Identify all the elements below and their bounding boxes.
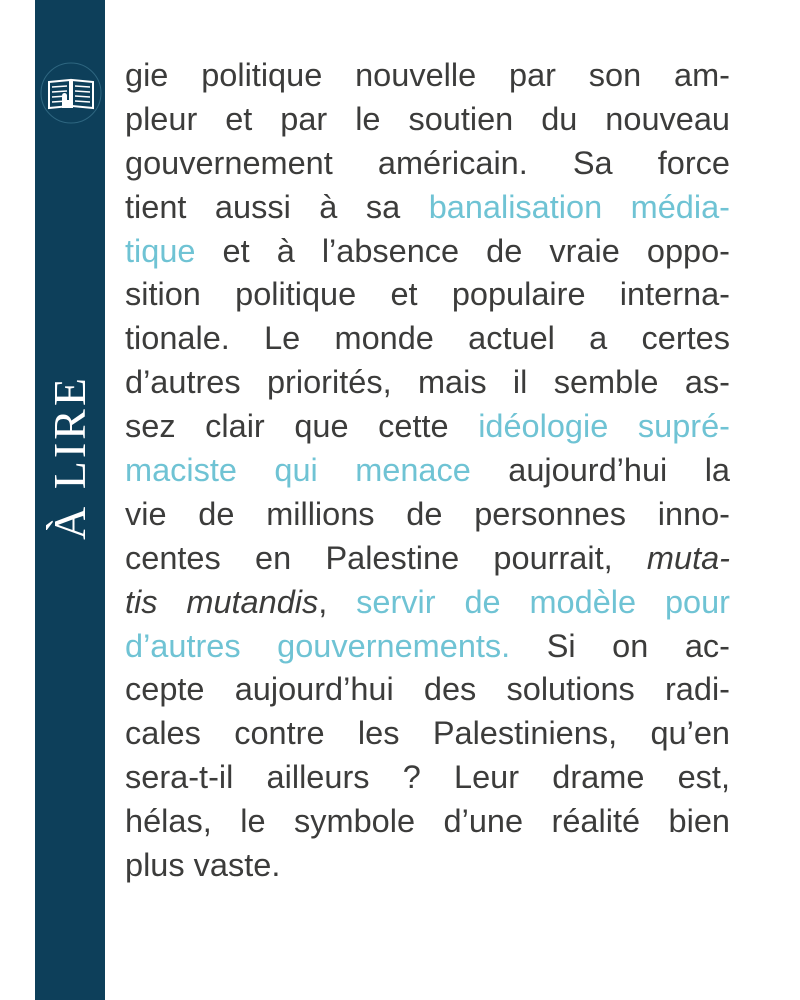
text-line: sez clair que cette idéologie supré- xyxy=(125,408,731,445)
text-line: hélas, le symbole d’une réalité bien xyxy=(125,803,730,840)
highlight-phrase: tique xyxy=(125,232,196,269)
highlight-phrase: idéologie supré- xyxy=(478,408,731,445)
highlight-phrase: maciste qui menace xyxy=(125,452,471,489)
text-line: maciste qui menace aujourd’hui la xyxy=(125,452,730,489)
text-line: gouvernement américain. Sa force xyxy=(125,144,730,181)
text-line: gie politique nouvelle par son am- xyxy=(125,57,730,93)
highlight-phrase: servir de modèle pour xyxy=(356,583,730,620)
text-line: centes en Palestine pourrait, muta- xyxy=(125,539,730,576)
text-line: d’autres priorités, mais il semble as- xyxy=(125,364,730,401)
text-line: tique et à l’absence de vraie oppo- xyxy=(125,232,730,269)
text-line: vie de millions de personnes inno- xyxy=(125,495,730,532)
book-icon xyxy=(40,62,102,124)
highlight-phrase: d’autres gouvernements. xyxy=(125,627,511,664)
article-body xyxy=(125,54,730,888)
text-line: tionale. Le monde actuel a certes xyxy=(125,320,730,357)
text-line: pleur et par le soutien du nouveau xyxy=(125,100,730,137)
section-label: À LIRE xyxy=(44,375,95,540)
text-line: sera-t-il ailleurs ? Leur drame est, xyxy=(125,759,730,796)
text-line: cales contre les Palestiniens, qu’en xyxy=(125,715,730,752)
text-line: cepte aujourd’hui des solutions radi- xyxy=(125,671,730,708)
text-line: tis mutandis, servir de modèle pour xyxy=(125,583,730,620)
text-line: plus vaste. xyxy=(125,847,281,884)
text-line: sition politique et populaire interna- xyxy=(125,276,730,313)
italic-phrase: muta- xyxy=(646,539,730,576)
text-line: tient aussi à sa banalisation média- xyxy=(125,188,730,225)
highlight-phrase: banalisation média- xyxy=(428,188,730,225)
text-line: d’autres gouvernements. Si on ac- xyxy=(125,627,730,664)
italic-phrase: tis mutandis xyxy=(125,583,319,620)
